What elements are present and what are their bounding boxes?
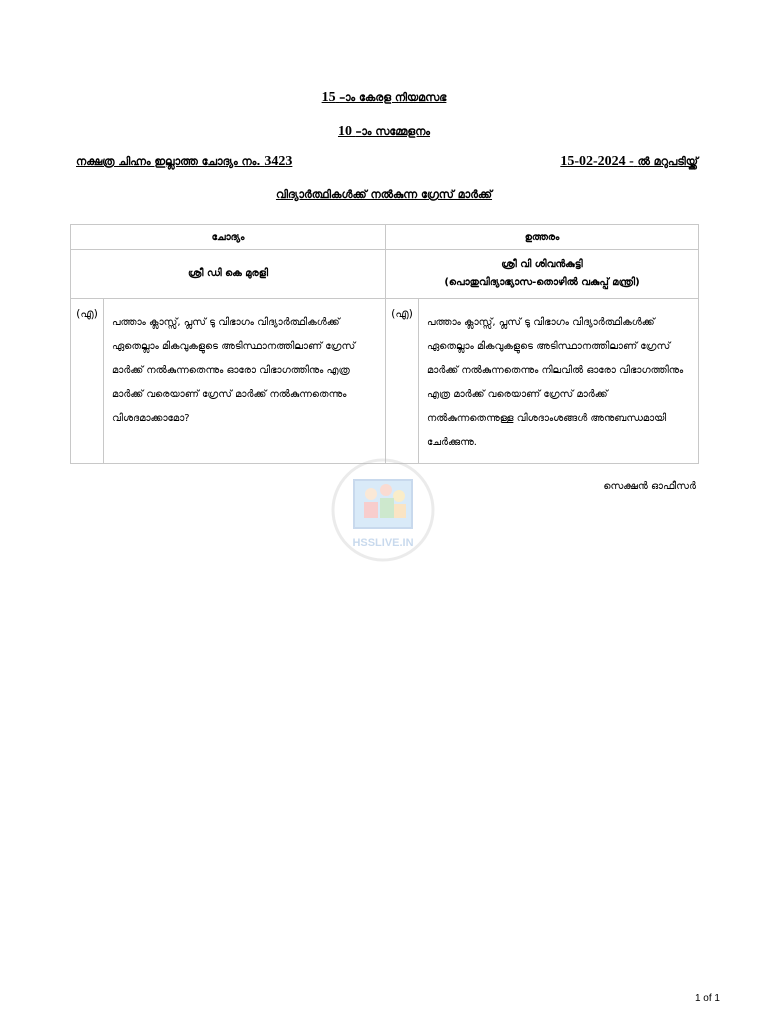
table-row [71, 299, 699, 464]
member-row [71, 250, 699, 299]
question-type-text: നക്ഷത്ര ചിഹ്നം ഇല്ലാത്ത ചോദ്യം നം. [76, 155, 261, 168]
assembly-text: –ാം കേരള നിയമസഭ [339, 91, 447, 104]
question-text: പത്താം ക്ലാസ്സ്, പ്ലസ് ടു വിഭാഗം വിദ്യാർത്ഥികൾക്ക് ഏതെല്ലാം മികവുകളുടെ അടിസ്ഥാനത്തിലാണ് ഗ്രേസ് മാർക്ക് നൽകുന്നതെന്നും ഓരോ വിഭാഗത്തിനും എത്ര മാർക്ക് വരെയാണ് ഗ്രേസ് മാർക്ക് നൽകുന്നതെന്നും വിശദമാക്കാമോ? [104, 299, 386, 464]
assembly-title [0, 90, 768, 106]
subject-title: വിദ്യാർത്ഥികൾക്ക് നൽകുന്ന ഗ്രേസ് മാർക്ക് [275, 188, 493, 201]
answer-label: (എ) [386, 299, 419, 464]
page-number: 1 of 1 [694, 993, 720, 1004]
answer-minister [386, 250, 699, 299]
question-header: ചോദ്യം [71, 225, 386, 250]
assembly-number: 15 [321, 90, 336, 105]
session-number: 10 [337, 124, 352, 139]
session-text: –ാം സമ്മേളനം [355, 125, 431, 138]
question-member: ശ്രീ ഡി കെ മുരളി [71, 250, 386, 299]
answer-text: പത്താം ക്ലാസ്സ്, പ്ലസ് ടു വിഭാഗം വിദ്യാർത്ഥികൾക്ക് ഏതെല്ലാം മികവുകളുടെ അടിസ്ഥാനത്തിലാണ് ഗ്രേസ് മാർക്ക് നൽകുന്നതെന്നും നിലവിൽ ഓരോ വിഭാഗത്തിനും എത്ര മാർക്ക് വരെയാണ് ഗ്രേസ് മാർക്ക് നൽകുന്നതെന്നുള്ള വിശദാംശങ്ങൾ അനുബന്ധമായി ചേർക്കുന്നു. [419, 299, 699, 464]
question-number: 3423 [264, 154, 293, 169]
watermark-text: HSSLIVE.IN [352, 537, 414, 549]
question-number-line [76, 154, 292, 170]
minister-department: (പൊതുവിദ്യാഭ്യാസ-തൊഴിൽ വകുപ്പ് മന്ത്രി) [444, 277, 640, 288]
watermark-logo [326, 458, 440, 566]
answer-date: 15-02-2024 - [560, 154, 634, 169]
question-answer-table [70, 224, 699, 464]
hsslive-logo-icon [326, 458, 440, 566]
answer-date-line [560, 154, 698, 170]
session-title [0, 124, 768, 140]
question-label: (എ) [71, 299, 104, 464]
answer-date-suffix: ൽ മറുപടിയ്ക്ക് [637, 155, 698, 168]
table-header-row [71, 225, 699, 250]
answer-header: ഉത്തരം [386, 225, 699, 250]
minister-name: ശ്രീ വി ശിവൻകുട്ടി [501, 259, 583, 270]
section-officer-signature: സെക്ഷൻ ഓഫീസർ [603, 481, 696, 492]
